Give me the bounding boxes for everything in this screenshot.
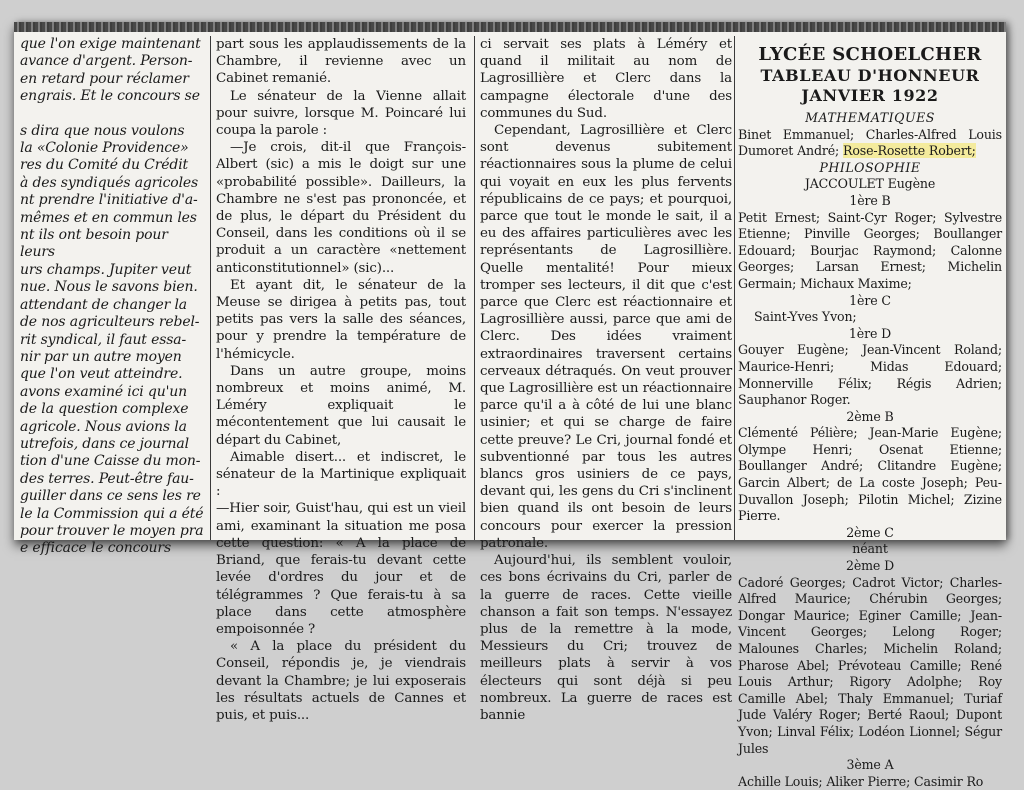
math-names	[738, 127, 1002, 160]
date-heading: JANVIER 1922	[801, 86, 939, 105]
col1-line: des terres. Peut-être fau-	[20, 470, 194, 487]
philosophy-names: JACCOULET Eugène	[804, 176, 936, 192]
col1-line: de nos agriculteurs rebel-	[20, 314, 200, 331]
math-names-text: Binet Emmanuel; Charles-Alfred Louis Dumoret André;	[738, 126, 1002, 159]
class-heading: 1ère C	[849, 292, 891, 308]
column-divider	[210, 36, 211, 540]
col1-line: nt prendre l'initiative d'a-	[20, 192, 198, 209]
col1-line: attendant de changer la	[20, 296, 187, 313]
col1-line: nue. Nous le savons bien.	[20, 279, 198, 296]
col2-paragraph: « A la place du président du Conseil, répondis je, je viendrais devant la Chambre; je lui exposerais les résultats actuels de Cannes et puis, et puis...	[216, 639, 466, 723]
honour-roll-heading: TABLEAU D'HONNEUR	[760, 66, 980, 85]
col1-line: à des syndiqués agricoles	[20, 174, 199, 191]
class-heading: 1ère D	[848, 325, 892, 341]
col1-line: nir par un autre moyen	[20, 348, 182, 365]
column-2	[216, 36, 466, 723]
column-divider	[734, 36, 735, 540]
col2-paragraph: Et ayant dit, le sénateur de la Meuse se dirigea à petits pas, tout petits pas vers la salle des séances, pour y prendre la température de l'hémicycle.	[216, 277, 466, 362]
class-names: néant	[852, 541, 888, 557]
col1-line: res du Comité du Crédit	[20, 157, 189, 174]
col1-line: en retard pour réclamer	[20, 70, 189, 87]
newspaper-clipping	[14, 22, 1006, 789]
col1-line: tion d'une Caisse du mon-	[20, 453, 201, 470]
col1-line: utrefois, dans ce journal	[20, 435, 189, 452]
col2-paragraph: —Hier soir, Guist'hau, qui est un vieil ami, examinant la situation me posa cette question: « A la place de Briand, que ferais-tu devant cette levée d'ordres du jour et de télégrammes ? Que ferais-tu à sa place dans cette atmosphère empoisonnée ?	[216, 501, 466, 637]
class-heading: 3ème A	[846, 757, 894, 773]
col1-line: agricole. Nous avions la	[20, 418, 187, 435]
col3-paragraph: Cependant, Lagrosillière et Clerc sont devenus subitement réactionnaires sous la plume de celui qui voyait en eux les plus fervents républicains de ce pays; et pourquoi, parce que tout le monde le sait, il a eu des affaires particulières avec les représentants de Lagrosillière. Quelle mentalité! Pour mieux tromper ses lecteurs, il dit que c'est parce que Clerc est réactionnaire et Lagrosillière aussi, parce que ami de Clerc. Des idées vraiment extraordinaires traversent certains cerveaux détraqués. On veut prouver que Lagrosillière est un réactionnaire parce qu'il a à côté de lui une blanc usinier; et qui se charge de faire cette preuve? Le Cri, journal fondé et subventionné par tous les autres blancs gros usiniers de ce pays, devant qui, les gens du Cri s'inclinent bien quand ils ont besoin de leurs concours pour exercer la pression patronale.	[480, 123, 732, 551]
col1-line: guiller dans ce sens les re	[20, 488, 201, 505]
class-heading: 1ère B	[849, 192, 891, 208]
class-names: Gouyer Eugène; Jean-Vincent Roland; Maurice-Henri; Midas Edouard; Monnerville Félix; Régis Adrien; Sauphanor Roger.	[738, 342, 1002, 408]
class-names: Petit Ernest; Saint-Cyr Roger; Sylvestre Etienne; Pinville Georges; Boullanger Edouard; Bourjac Raymond; Calonne Georges; Larsan Ernest; Michelin Germain; Michaux Maxime;	[738, 209, 1002, 291]
section-heading-philosophy: PHILOSOPHIE	[819, 159, 921, 175]
class-names: Clémenté Pélière; Jean-Marie Eugène; Olympe Henri; Osenat Etienne; Boullanger André; Clitandre Eugène; Garcin Albert; de La coste Joseph; Peu-Duvallon Joseph; Pilotin Michel; Zizine Pierre.	[738, 425, 1002, 524]
school-name-heading: LYCÉE SCHOELCHER	[758, 44, 982, 65]
col1-line: urs champs. Jupiter veut	[20, 261, 192, 278]
class-heading: 2ème D	[845, 558, 895, 574]
col1-line: rit syndical, il faut essa-	[20, 331, 187, 348]
col3-paragraph: ci servait ses plats à Léméry et quand il militait au nom de Lagrosillière et Clerc dans la campagne électorale d'une des communes du Sud.	[480, 37, 732, 121]
col2-paragraph: Le sénateur de la Vienne allait pour suivre, lorsque M. Poincaré lui coupa la parole :	[216, 88, 466, 139]
column-1	[20, 36, 204, 557]
class-names: Cadoré Georges; Cadrot Victor; Charles-Alfred Maurice; Chérubin Georges; Dongar Maurice; Eginer Camille; Jean-Vincent Georges; Lelong Roger; Malounes Charles; Michelin Roland; Pharose Abel; Prévoteau Camille; René Louis Arthur; Rigory Adolphe; Roy Camille Abel; Thaly Emmanuel; Turiaf Jude Valéry Roger; Berté Raoul; Dupont Yvon; Linval Félix; Lodéon Lionnel; Ségur Jules	[738, 574, 1002, 756]
column-4-honour-roll	[738, 36, 1002, 789]
column-3	[480, 36, 732, 723]
col3-paragraph: Aujourd'hui, ils semblent vouloir, ces bons écrivains du Cri, parler de la guerre de races. Cette vieille chanson a fait son temps. N'essayez plus de la remettre à la mode, Messieurs du Cri; trouvez de meilleurs plats à servir à vos électeurs qui sont déjà si peu nombreux. La guerre de races est bannie	[480, 553, 732, 723]
col1-line: s dira que nous voulons	[20, 122, 185, 139]
col2-paragraph: Aimable disert... et indiscret, le sénateur de la Martinique expliquait :	[216, 449, 466, 500]
col2-paragraph: part sous les applaudissements de la Chambre, il revienne avec un Cabinet remanié.	[216, 37, 466, 87]
col1-line: que l'on exige maintenant	[20, 36, 201, 52]
col1-line: mêmes et en commun les	[20, 209, 197, 226]
section-heading-math: MATHEMATIQUES	[805, 110, 935, 125]
col1-line: nt ils ont besoin pour leurs	[20, 227, 168, 261]
col1-line: la «Colonie Providence»	[20, 140, 189, 157]
col1-line: pour trouver le moyen pra	[20, 522, 204, 539]
column-divider	[474, 36, 475, 540]
col1-line: le la Commission qui a été	[20, 505, 204, 522]
col2-paragraph: Dans un autre groupe, moins nombreux et moins animé, M. Léméry expliquait le mécontentement que lui causait le départ du Cabinet,	[216, 363, 466, 448]
class-names: Achille Louis; Aliker Pierre; Casimir Ro	[738, 773, 984, 789]
highlighted-name: Rose-Rosette Robert;	[843, 143, 976, 159]
class-heading: 2ème C	[846, 524, 894, 540]
col1-line: avons examiné ici qu'un	[20, 383, 188, 400]
col1-line: engrais. Et le concours se	[20, 88, 200, 105]
col1-line: e efficace le concours	[20, 540, 171, 557]
class-heading: 2ème B	[846, 408, 894, 424]
col2-paragraph: —Je crois, dit-il que François-Albert (sic) a mis le doigt sur une «probabilité possible». Dailleurs, la Chambre ne s'est pas prononcée, et de plus, le départ du Président du Conseil, dans les conditions où il se produit a un caractère «nettement anticonstitutionnel» (sic)...	[216, 140, 466, 276]
col1-line: de la question complexe	[20, 401, 189, 418]
col1-line: que l'on veut atteindre.	[20, 366, 183, 383]
torn-top-edge	[14, 22, 1006, 32]
col1-line	[20, 106, 204, 123]
class-names: Saint-Yves Yvon;	[754, 309, 857, 325]
col1-line: avance d'argent. Person-	[20, 53, 193, 70]
